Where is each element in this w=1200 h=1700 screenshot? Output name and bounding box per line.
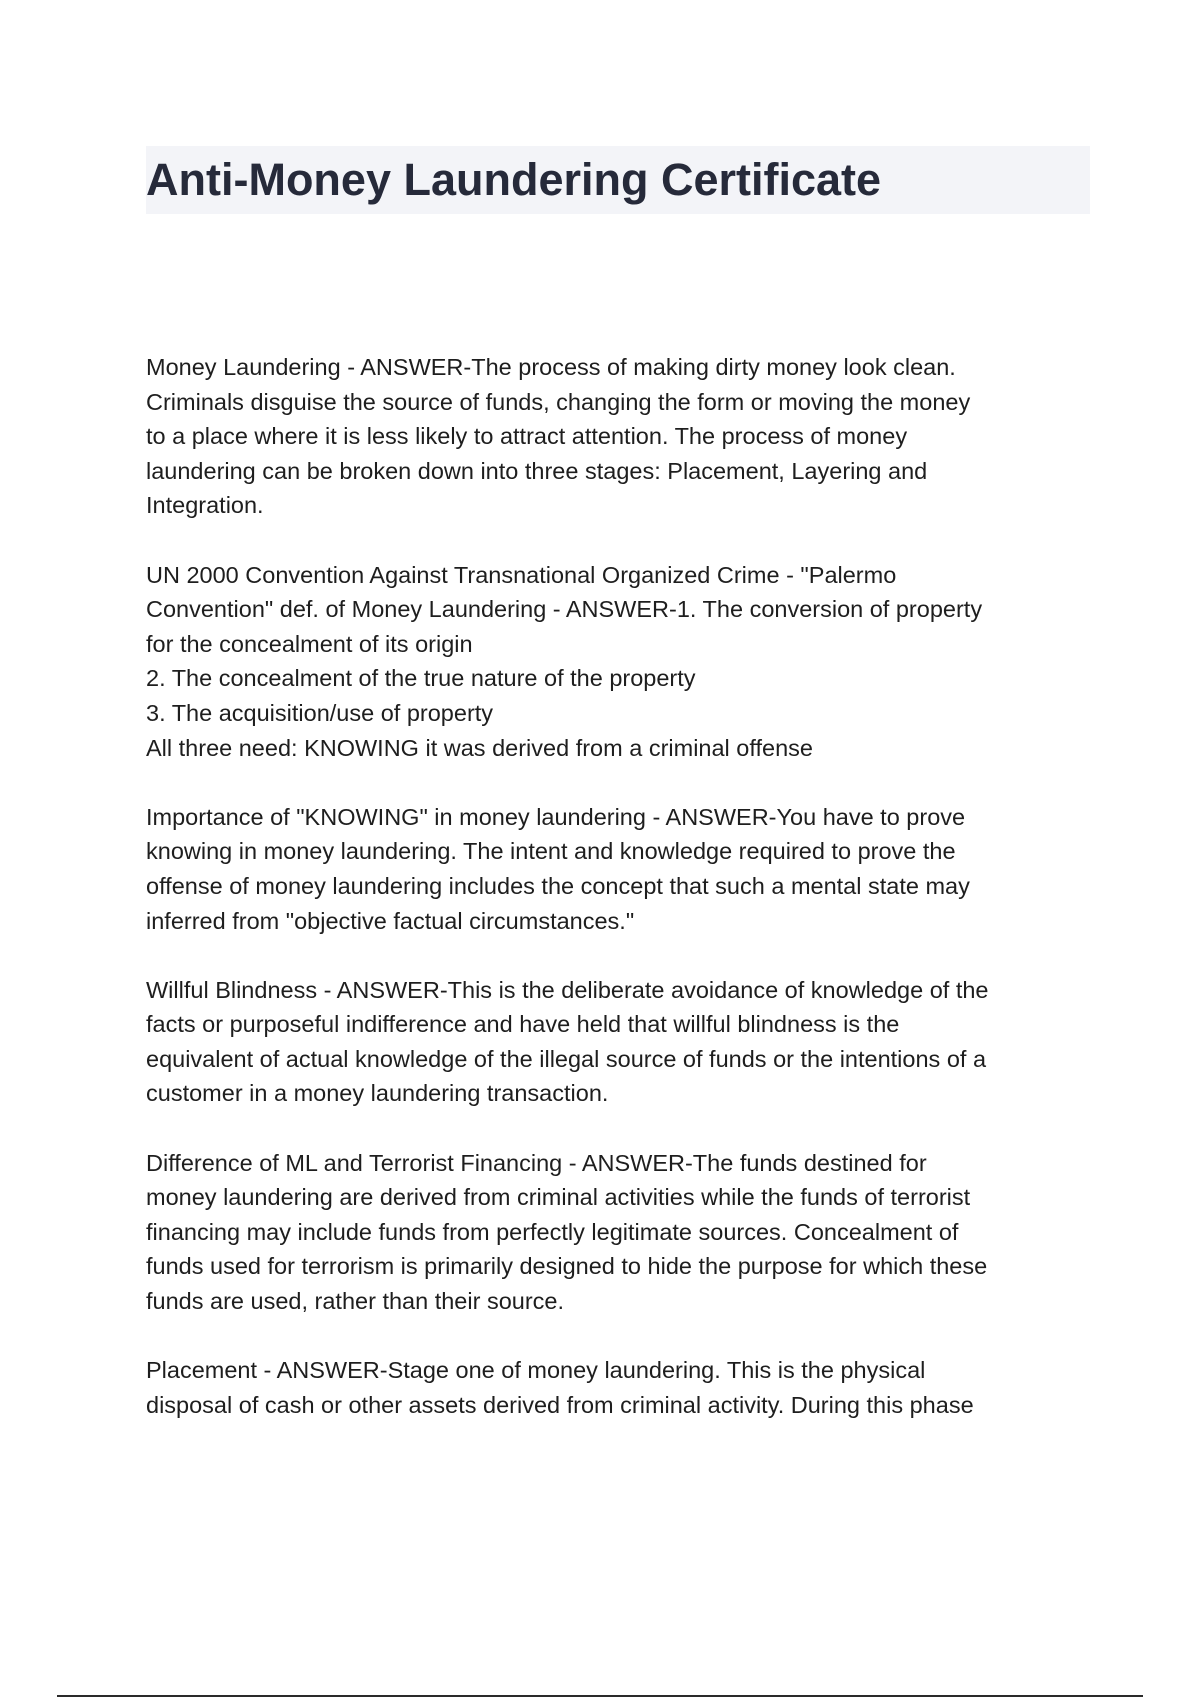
entry-importance-of-knowing xyxy=(146,800,1091,938)
entry-money-laundering xyxy=(146,350,1091,523)
document-body xyxy=(146,350,1091,1457)
text-line: funds are used, rather than their source. xyxy=(146,1288,565,1315)
entry-palermo-convention xyxy=(146,558,1091,766)
text-line: offense of money laundering includes the concept that such a mental state may xyxy=(146,872,970,899)
text-line: financing may include funds from perfectly legitimate sources. Concealment of xyxy=(146,1218,959,1245)
text-line: Difference of ML and Terrorist Financing - ANSWER-The funds destined for xyxy=(146,1149,927,1176)
text-line: funds used for terrorism is primarily designed to hide the purpose for which these xyxy=(146,1253,988,1280)
text-line: to a place where it is less likely to attract attention. The process of money xyxy=(146,423,908,450)
text-line: for the concealment of its origin xyxy=(146,630,473,657)
text-line: Criminals disguise the source of funds, changing the form or moving the money xyxy=(146,388,971,415)
text-line: Convention" def. of Money Laundering - ANSWER-1. The conversion of property xyxy=(146,596,983,623)
text-line: Placement - ANSWER-Stage one of money laundering. This is the physical xyxy=(146,1357,926,1384)
page-title: Anti-Money Laundering Certificate xyxy=(146,154,882,205)
text-line: Willful Blindness - ANSWER-This is the deliberate avoidance of knowledge of the xyxy=(146,976,989,1003)
page-bottom-rule xyxy=(57,1695,1143,1697)
text-line: 3. The acquisition/use of property xyxy=(146,699,494,726)
text-line: inferred from "objective factual circumstances." xyxy=(146,907,635,934)
text-line: Integration. xyxy=(146,492,264,519)
entry-willful-blindness xyxy=(146,973,1091,1111)
text-line: UN 2000 Convention Against Transnational Organized Crime - "Palermo xyxy=(146,561,897,588)
text-line: 2. The concealment of the true nature of the property xyxy=(146,665,696,692)
text-line: Importance of "KNOWING" in money laundering - ANSWER-You have to prove xyxy=(146,803,966,830)
text-line: knowing in money laundering. The intent and knowledge required to prove the xyxy=(146,838,956,865)
text-line: equivalent of actual knowledge of the illegal source of funds or the intentions of a xyxy=(146,1045,987,1072)
entry-placement xyxy=(146,1353,1091,1422)
text-line: disposal of cash or other assets derived from criminal activity. During this phase xyxy=(146,1391,974,1418)
text-line: money laundering are derived from criminal activities while the funds of terrorist xyxy=(146,1184,971,1211)
text-line: All three need: KNOWING it was derived from a criminal offense xyxy=(146,734,813,761)
text-line: Money Laundering - ANSWER-The process of making dirty money look clean. xyxy=(146,354,956,380)
text-line: facts or purposeful indifference and have held that willful blindness is the xyxy=(146,1011,900,1038)
text-line: customer in a money laundering transaction. xyxy=(146,1080,609,1107)
entry-ml-vs-terrorist-financing xyxy=(146,1146,1091,1319)
text-line: laundering can be broken down into three stages: Placement, Layering and xyxy=(146,457,928,484)
